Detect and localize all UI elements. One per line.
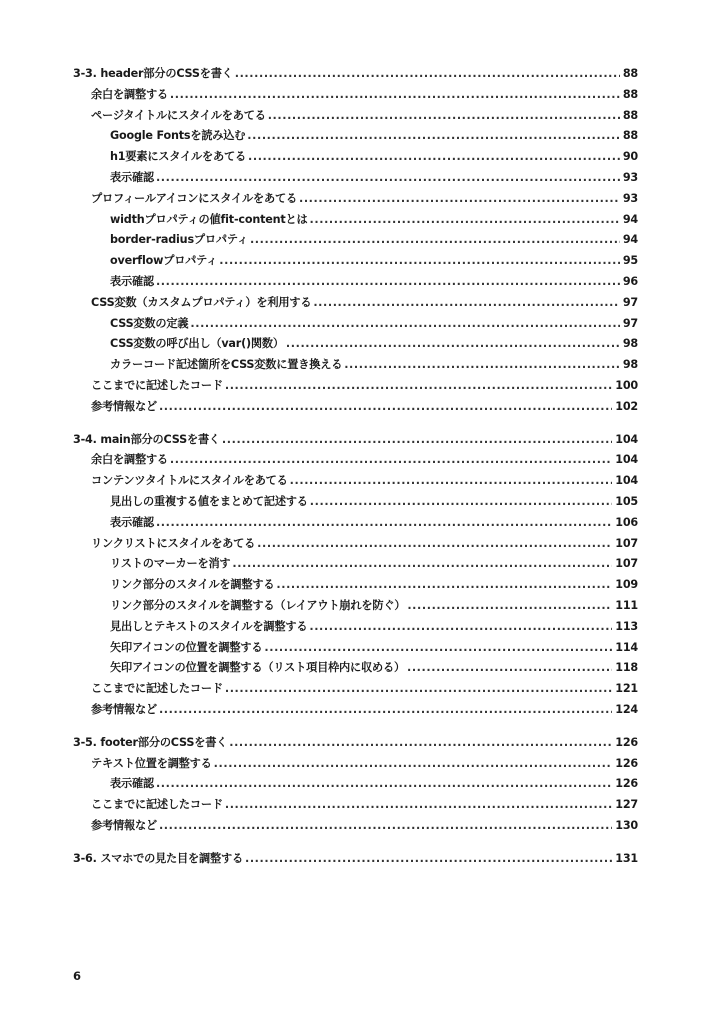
toc-entry-title: コンテンツタイトルにスタイルをあてる — [91, 474, 288, 488]
toc-entry[interactable] — [73, 450, 638, 471]
toc-entry-page: 130 — [615, 818, 638, 832]
toc-entry[interactable] — [73, 106, 638, 127]
dot-leader — [268, 106, 620, 127]
toc-entry[interactable] — [73, 617, 638, 638]
toc-entry[interactable] — [73, 251, 638, 272]
toc-entry-page: 98 — [622, 358, 638, 372]
dot-leader — [225, 679, 612, 700]
dot-leader — [219, 251, 620, 272]
dot-leader — [156, 513, 612, 534]
toc-entry-page: 97 — [622, 295, 638, 309]
toc-entry-chapter[interactable] — [73, 64, 638, 85]
toc-entry-page: 94 — [622, 212, 638, 226]
toc-entry[interactable] — [73, 575, 638, 596]
toc-entry[interactable] — [73, 513, 638, 534]
dot-leader — [344, 355, 620, 376]
toc-entry[interactable] — [73, 147, 638, 168]
dot-leader — [276, 575, 612, 596]
toc-entry-page: 90 — [622, 150, 638, 164]
toc-entry-title: Google Fontsを読み込む — [110, 129, 246, 143]
toc-section-3-4 — [73, 430, 638, 721]
toc-entry-page: 106 — [615, 515, 638, 529]
toc-entry[interactable] — [73, 355, 638, 376]
toc-entry[interactable] — [73, 272, 638, 293]
dot-leader — [159, 816, 612, 837]
toc-entry-page: 88 — [622, 129, 638, 143]
toc-entry-page: 104 — [615, 474, 638, 488]
toc-entry-page: 100 — [615, 378, 638, 392]
toc-entry-page: 88 — [622, 67, 638, 80]
toc-entry-chapter[interactable] — [73, 849, 638, 870]
toc-entry-page: 111 — [615, 598, 638, 612]
dot-leader — [264, 638, 612, 659]
toc-entry-page: 88 — [622, 87, 638, 101]
toc-entry-title: 参考情報など — [91, 818, 157, 832]
dot-leader — [310, 492, 612, 513]
dot-leader — [232, 554, 612, 575]
toc-entry-page: 104 — [615, 432, 638, 446]
toc-entry[interactable] — [73, 596, 638, 617]
toc-entry-title: 見出しとテキストのスタイルを調整する — [110, 619, 308, 633]
dot-leader — [247, 126, 620, 147]
toc-entry-title: ページタイトルにスタイルをあてる — [91, 108, 266, 122]
toc-entry-page: 107 — [615, 536, 638, 550]
dot-leader — [290, 471, 613, 492]
toc-entry-page: 118 — [615, 661, 638, 675]
toc-entry-title: リンク部分のスタイルを調整する（レイアウト崩れを防ぐ） — [110, 598, 406, 612]
dot-leader — [156, 774, 612, 795]
toc-entry[interactable] — [73, 230, 638, 251]
dot-leader — [156, 272, 620, 293]
toc-entry-page: 121 — [615, 682, 638, 696]
toc-entry[interactable] — [73, 554, 638, 575]
toc-entry-title: overflowプロパティ — [110, 254, 218, 268]
dot-leader — [225, 376, 612, 397]
toc-entry-page: 93 — [622, 191, 638, 205]
toc-entry-title: 表示確認 — [110, 777, 154, 791]
toc-entry-page: 109 — [615, 578, 638, 592]
toc-entry-title: 3-6. スマホでの見た目を調整する — [73, 851, 243, 865]
toc-entry[interactable] — [73, 774, 638, 795]
toc-entry-title: CSS変数の呼び出し（var()関数） — [110, 337, 284, 351]
toc-entry-chapter[interactable] — [73, 430, 638, 451]
dot-leader — [170, 450, 612, 471]
toc-section-3-3 — [73, 64, 638, 418]
toc-entry-title: プロフィールアイコンにスタイルをあてる — [91, 191, 297, 205]
toc-entry[interactable] — [73, 397, 638, 418]
toc-entry-title: 3-5. footer部分のCSSを書く — [73, 735, 228, 749]
toc-entry-page: 98 — [622, 337, 638, 351]
toc-entry[interactable] — [73, 314, 638, 335]
dot-leader — [309, 617, 612, 638]
dot-leader — [225, 795, 612, 816]
toc-entry-title: リストのマーカーを消す — [110, 557, 231, 571]
toc-entry-page: 88 — [622, 108, 638, 122]
toc-entry-title: 表示確認 — [110, 515, 154, 529]
toc-entry-title: 余白を調整する — [91, 87, 168, 101]
toc-entry-page: 96 — [622, 274, 638, 288]
dot-leader — [299, 189, 620, 210]
dot-leader — [214, 754, 613, 775]
dot-leader — [310, 210, 620, 231]
toc-entry-page: 97 — [622, 316, 638, 330]
dot-leader — [222, 430, 612, 451]
toc-entry-page: 107 — [615, 557, 638, 571]
toc-entry-title: リンク部分のスタイルを調整する — [110, 578, 275, 592]
toc-entry-title: 参考情報など — [91, 399, 157, 413]
dot-leader — [248, 147, 620, 168]
toc-entry-title: 3-3. header部分のCSSを書く — [73, 67, 233, 80]
dot-leader — [235, 64, 620, 85]
toc-entry-page: 104 — [615, 453, 638, 467]
toc-entry-title: 余白を調整する — [91, 453, 168, 467]
toc-entry-title: CSS変数の定義 — [110, 316, 189, 330]
dot-leader — [170, 85, 620, 106]
toc-entry-title: リンクリストにスタイルをあてる — [91, 536, 256, 550]
toc-entry[interactable] — [73, 85, 638, 106]
toc-entry[interactable] — [73, 638, 638, 659]
page-number: 6 — [73, 969, 82, 983]
toc-entry[interactable] — [73, 471, 638, 492]
dot-leader — [229, 733, 612, 754]
toc-entry-title: widthプロパティの値fit-contentとは — [110, 212, 308, 226]
toc-entry-title: 矢印アイコンの位置を調整する（リスト項目枠内に収める） — [110, 661, 405, 675]
toc-entry-page: 94 — [622, 233, 638, 247]
toc-entry-title: 3-4. main部分のCSSを書く — [73, 432, 220, 446]
toc-entry[interactable] — [73, 679, 638, 700]
toc-entry[interactable] — [73, 189, 638, 210]
toc-entry-title: border-radiusプロパティ — [110, 233, 248, 247]
toc-entry-title: 矢印アイコンの位置を調整する — [110, 640, 263, 654]
toc-entry-page: 126 — [615, 735, 638, 749]
toc-entry[interactable] — [73, 534, 638, 555]
toc-entry[interactable] — [73, 293, 638, 314]
toc-entry-page: 127 — [615, 798, 638, 812]
toc-entry[interactable] — [73, 658, 638, 679]
dot-leader — [407, 596, 612, 617]
toc-entry-title: 見出しの重複する値をまとめて記述する — [110, 494, 308, 508]
toc-entry[interactable] — [73, 210, 638, 231]
toc-entry[interactable] — [73, 754, 638, 775]
toc-entry-page: 114 — [615, 640, 638, 654]
toc-entry-page: 102 — [615, 399, 638, 413]
toc-entry-title: h1要素にスタイルをあてる — [110, 150, 246, 164]
dot-leader — [250, 230, 620, 251]
toc-section-3-6 — [73, 849, 638, 870]
toc-entry-page: 105 — [615, 494, 638, 508]
dot-leader — [159, 700, 612, 721]
toc-entry[interactable] — [73, 795, 638, 816]
dot-leader — [257, 534, 612, 555]
toc-entry-page: 126 — [615, 756, 638, 770]
toc-entry[interactable] — [73, 816, 638, 837]
toc-entry-page: 95 — [622, 254, 638, 268]
toc-entry-title: 表示確認 — [110, 274, 154, 288]
toc-entry-title: ここまでに記述したコード — [91, 378, 223, 392]
toc-entry-title: 参考情報など — [91, 702, 157, 716]
toc-entry-page: 131 — [615, 851, 638, 865]
dot-leader — [245, 849, 612, 870]
toc-entry-page: 113 — [615, 619, 638, 633]
toc-entry-page: 124 — [615, 702, 638, 716]
toc-section-3-5 — [73, 733, 638, 837]
dot-leader — [190, 314, 619, 335]
toc-entry-title: テキスト位置を調整する — [91, 756, 212, 770]
toc-entry-title: カラーコード記述箇所をCSS変数に置き換える — [110, 358, 343, 372]
toc-entry-page: 93 — [622, 170, 638, 184]
dot-leader — [313, 293, 620, 314]
dot-leader — [156, 168, 620, 189]
dot-leader — [159, 397, 612, 418]
toc-entry-title: CSS変数（カスタムプロパティ）を利用する — [91, 295, 312, 309]
dot-leader — [407, 658, 612, 679]
toc-entry[interactable] — [73, 126, 638, 147]
toc-entry[interactable] — [73, 700, 638, 721]
toc-entry[interactable] — [73, 334, 638, 355]
toc-entry-title: ここまでに記述したコード — [91, 798, 223, 812]
toc-entry-title: 表示確認 — [110, 170, 154, 184]
toc-entry[interactable] — [73, 492, 638, 513]
toc-entry[interactable] — [73, 168, 638, 189]
toc-entry[interactable] — [73, 376, 638, 397]
toc-entry-chapter[interactable] — [73, 733, 638, 754]
table-of-contents — [73, 64, 638, 881]
dot-leader — [286, 334, 620, 355]
toc-entry-title: ここまでに記述したコード — [91, 682, 223, 696]
toc-entry-page: 126 — [615, 777, 638, 791]
